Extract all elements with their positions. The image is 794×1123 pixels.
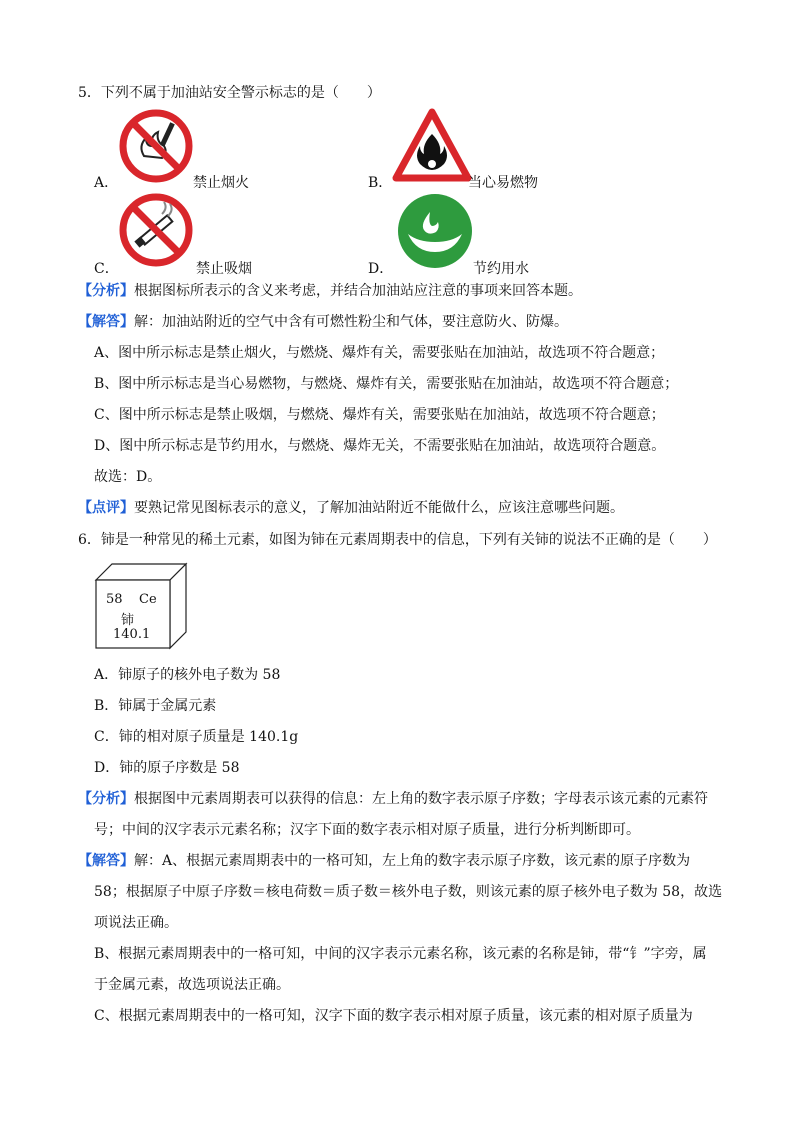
q5-answer-line-a: A、图中所示标志是禁止烟火，与燃烧、爆炸有关，需要张贴在加油站，故选项不符合题意； — [94, 345, 665, 361]
element-symbol: Ce — [139, 592, 157, 607]
answer-tag: 【解答】 — [78, 853, 134, 869]
option-c-letter: C． — [94, 261, 119, 277]
flammable-warning-icon — [392, 108, 472, 182]
atomic-number: 58 — [106, 592, 123, 607]
q5-answer-intro — [78, 313, 568, 331]
comment-text: 要熟记常见图标表示的意义，了解加油站附近不能做什么，应该注意哪些问题。 — [134, 500, 624, 516]
q6-answer-line-6: C、根据元素周期表中的一格可知，汉字下面的数字表示相对原子质量，该元素的相对原子质量为 — [94, 1008, 693, 1024]
atomic-mass: 140.1 — [113, 627, 151, 642]
q5-answer-line-d: D、图中所示标志是节约用水，与燃烧、爆炸无关，不需要张贴在加油站，故选项符合题意。 — [94, 438, 666, 454]
q6-answer-line-3: 项说法正确。 — [94, 915, 178, 931]
option-b-caption: 当心易燃物 — [468, 175, 538, 191]
analysis-text: 根据图标所表示的含义来考虑，并结合加油站应注意的事项来回答本题。 — [134, 283, 582, 299]
analysis-tag: 【分析】 — [78, 283, 134, 299]
option-c-caption: 禁止吸烟 — [196, 261, 252, 277]
q6-answer — [78, 852, 690, 870]
no-smoking-icon — [118, 192, 194, 268]
option-d-letter: D． — [368, 261, 394, 277]
q5-answer-choice: 故选：D。 — [94, 469, 162, 485]
comment-tag: 【点评】 — [78, 500, 134, 516]
q6-answer-line-4: B、根据元素周期表中的一格可知，中间的汉字表示元素名称，该元素的名称是铈，带“钅”字旁，属 — [94, 946, 707, 962]
answer-intro-text: 解：加油站附近的空气中含有可燃性粉尘和气体，要注意防火、防爆。 — [134, 314, 568, 330]
q6-option-c: C．铈的相对原子质量是 140.1g — [94, 729, 299, 745]
answer-text-1: 解：A、根据元素周期表中的一格可知，左上角的数字表示原子序数，该元素的原子序数为 — [134, 853, 691, 869]
q6-option-d: D．铈的原子序数是 58 — [94, 760, 240, 776]
no-fire-icon — [118, 108, 194, 184]
q6-option-b: B．铈属于金属元素 — [94, 698, 217, 714]
analysis-text-1: 根据图中元素周期表可以获得的信息：左上角的数字表示原子序数；字母表示该元素的元素符 — [134, 791, 708, 807]
q5-answer-line-b: B、图中所示标志是当心易燃物，与燃烧、爆炸有关，需要张贴在加油站，故选项不符合题意； — [94, 376, 679, 392]
element-name: 铈 — [121, 613, 135, 628]
q5-answer-line-c: C、图中所示标志是禁止吸烟，与燃烧、爆炸有关，需要张贴在加油站，故选项不符合题意； — [94, 407, 665, 423]
q5-comment — [78, 499, 624, 517]
option-a-letter: A． — [94, 175, 119, 191]
water-saving-icon — [396, 192, 474, 270]
q6-analysis — [78, 790, 708, 808]
analysis-tag: 【分析】 — [78, 791, 134, 807]
q5-analysis — [78, 282, 582, 300]
q6-option-a: A．铈原子的核外电子数为 58 — [94, 667, 281, 683]
q6-answer-line-5: 于金属元素，故选项说法正确。 — [94, 977, 290, 993]
question-6-stem: 6．铈是一种常见的稀土元素，如图为铈在元素周期表中的信息，下列有关铈的说法不正确的是（ ） — [78, 532, 717, 548]
option-b-letter: B． — [368, 175, 393, 191]
q6-analysis-cont: 号；中间的汉字表示元素名称；汉字下面的数字表示相对原子质量，进行分析判断即可。 — [94, 822, 640, 838]
option-a-caption: 禁止烟火 — [193, 175, 249, 191]
option-d-caption: 节约用水 — [473, 261, 529, 277]
q6-answer-line-2: 58；根据原子中原子序数＝核电荷数＝质子数＝核外电子数，则该元素的原子核外电子数为 58，故选 — [94, 884, 723, 900]
answer-tag: 【解答】 — [78, 314, 134, 330]
question-5-stem: 5．下列不属于加油站安全警示标志的是（ ） — [78, 85, 381, 101]
